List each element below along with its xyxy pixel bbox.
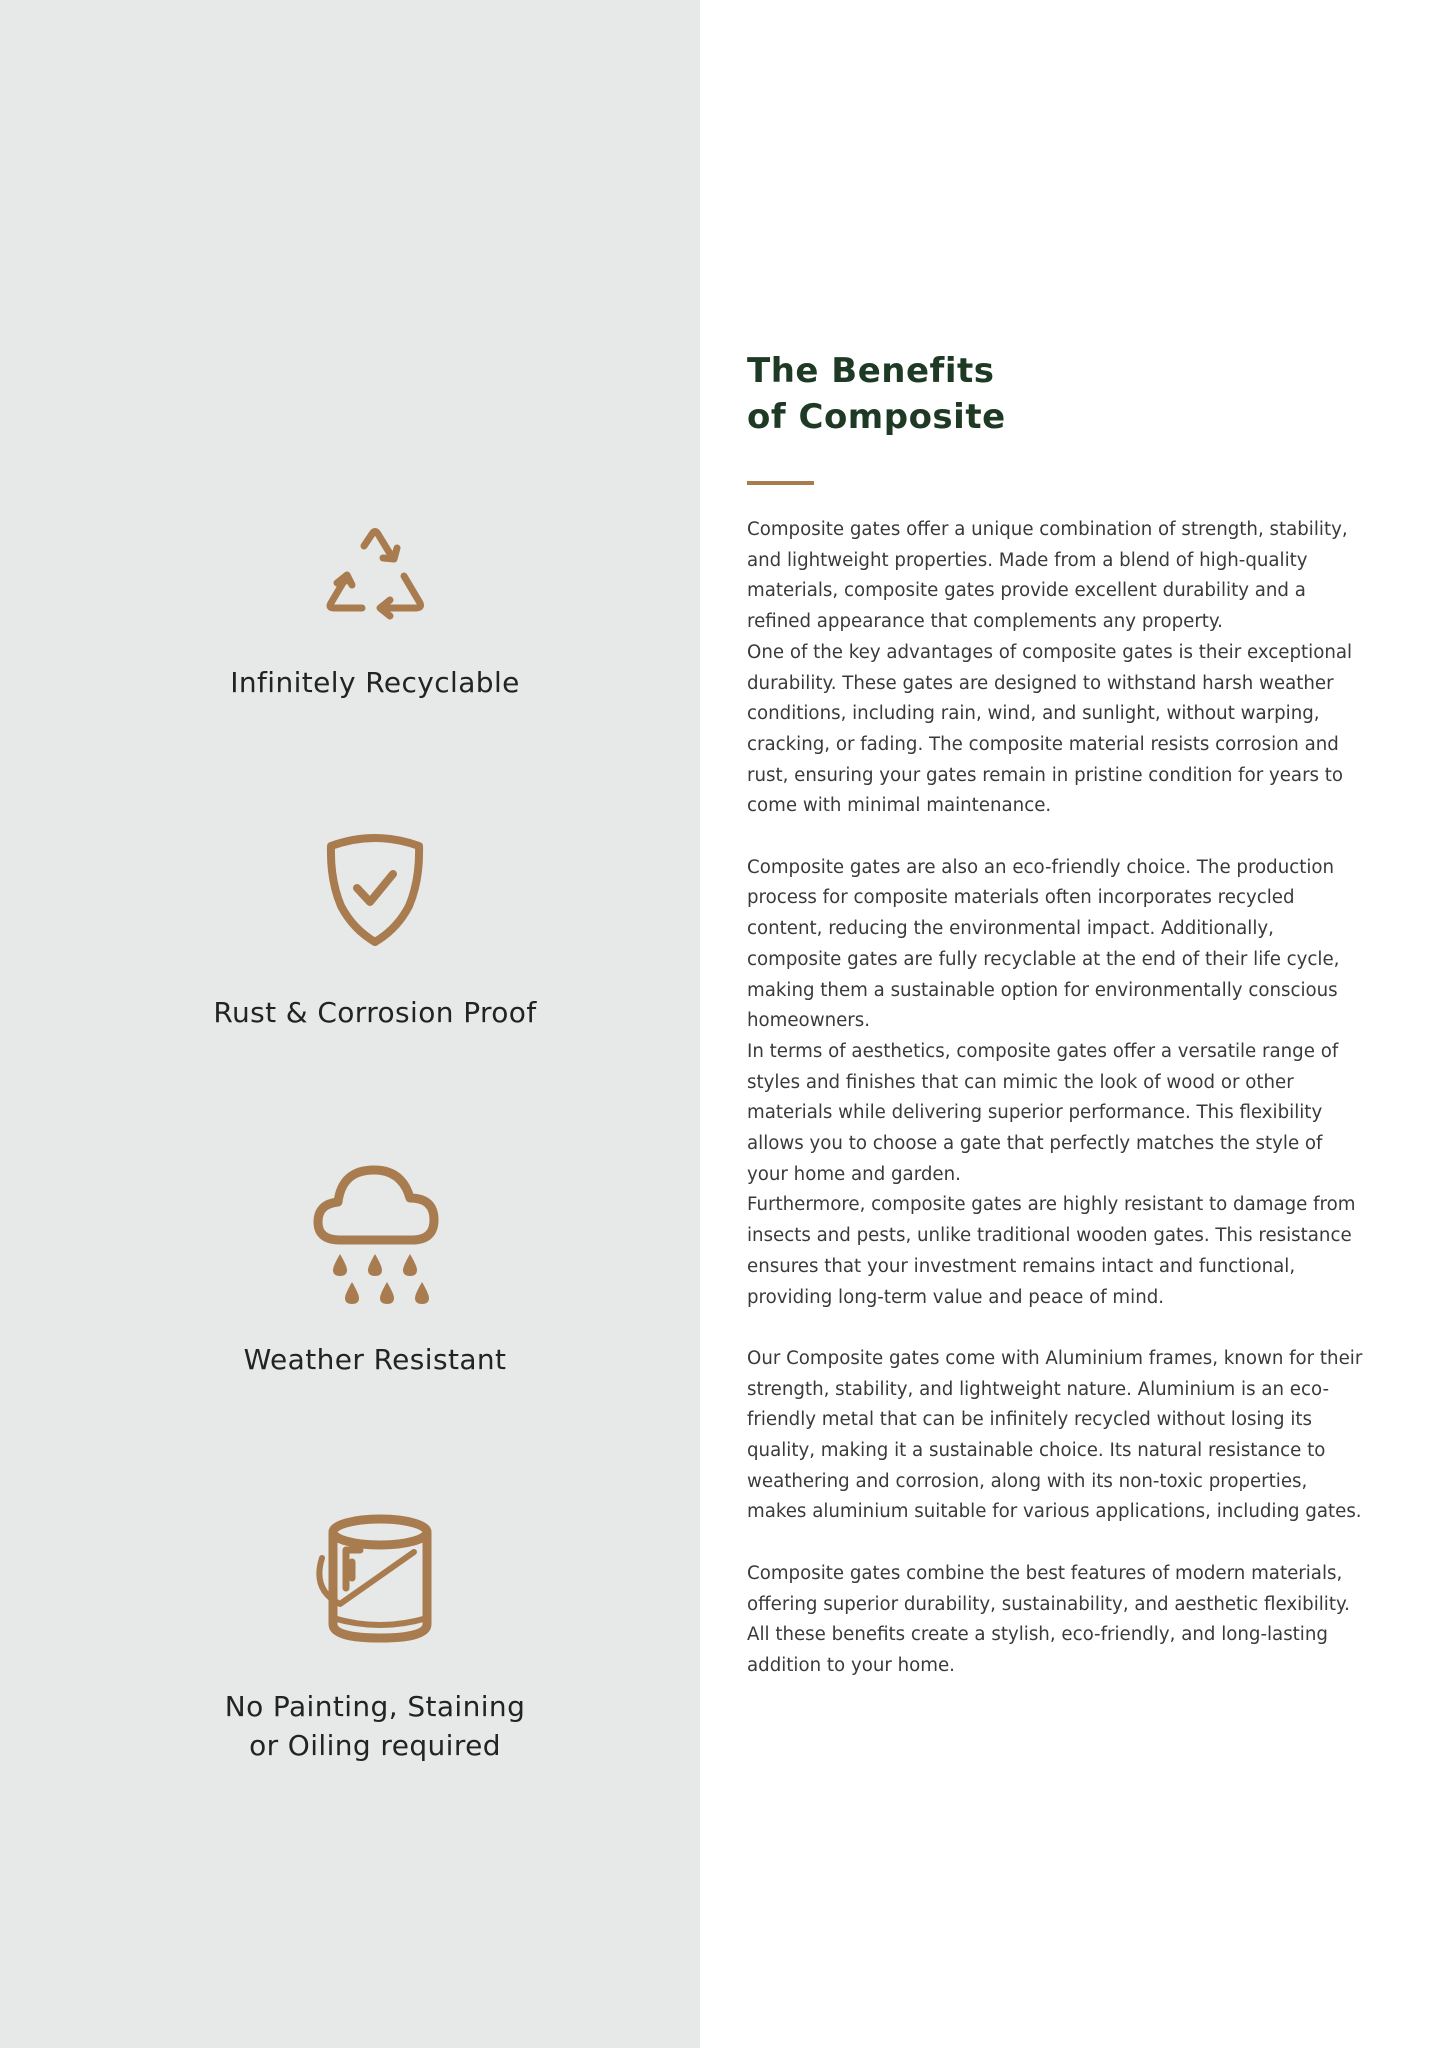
- feature-label: Weather Resistant: [243, 1343, 507, 1376]
- paragraph: Composite gates offer a unique combination of strength, stability, and lightweight properties. Made from a blend of high-quality materials, composite gates provide excellent durability and a refined appearance that complements any property.: [747, 519, 1348, 633]
- title-line: of Composite: [747, 397, 1006, 437]
- paragraph: Our Composite gates come with Aluminium frames, known for their strength, stability, and lightweight nature. Aluminium is an eco-friendly metal that can be infinitely recycled without losing its quality, making it a sustainable choice. Its natural resistance to weathering and corrosion, along with its non-toxic properties, makes aluminium suitable for various applications, including gates.: [747, 1347, 1363, 1523]
- paragraph: Furthermore, composite gates are highly resistant to damage from insects and pests, unlike traditional wooden gates. This resistance ensures that your investment remains intact and functional, providing long-term value and peace of mind.: [747, 1194, 1356, 1308]
- feature-label: Rust & Corrosion Proof: [213, 996, 537, 1029]
- paragraph: In terms of aesthetics, composite gates offer a versatile range of styles and finishes that can mimic the look of wood or other materials while delivering superior performance. This flexibility allows you to choose a gate that perfectly matches the style of your home and garden.: [747, 1040, 1339, 1185]
- paragraph: One of the key advantages of composite gates is their exceptional durability. These gates are designed to withstand harsh weather conditions, including rain, wind, and sunlight, without warping, cracking, or fading. The composite material resists corrosion and rust, ensuring your gates remain in pristine condition for years to come with minimal maintenance.: [747, 641, 1353, 817]
- feature-label: Infinitely Recyclable: [230, 666, 520, 699]
- paint-bucket-icon: [310, 1510, 440, 1646]
- page-title: [747, 348, 1347, 440]
- shield-check-icon: [325, 832, 425, 946]
- rain-cloud-icon: [310, 1162, 440, 1306]
- recycle-icon: [320, 526, 430, 622]
- paragraph: Composite gates combine the best features of modern materials, offering superior durability, sustainability, and aesthetic flexibility. All these benefits create a stylish, eco-friendly, and long-lasting addition to your home.: [747, 1562, 1350, 1676]
- feature-label: No Painting, Staining: [224, 1690, 526, 1723]
- paragraph: Composite gates are also an eco-friendly choice. The production process for composite materials often incorporates recycled content, reducing the environmental impact. Additionally, composite gates are fully recyclable at the end of their life cycle, making them a sustainable option for environmentally conscious homeowners.: [747, 856, 1340, 1032]
- title-line: The Benefits: [747, 351, 995, 391]
- feature-label: or Oiling required: [249, 1729, 501, 1762]
- accent-divider: [747, 481, 814, 485]
- article-body: [747, 515, 1367, 1682]
- features-panel: [0, 0, 700, 2048]
